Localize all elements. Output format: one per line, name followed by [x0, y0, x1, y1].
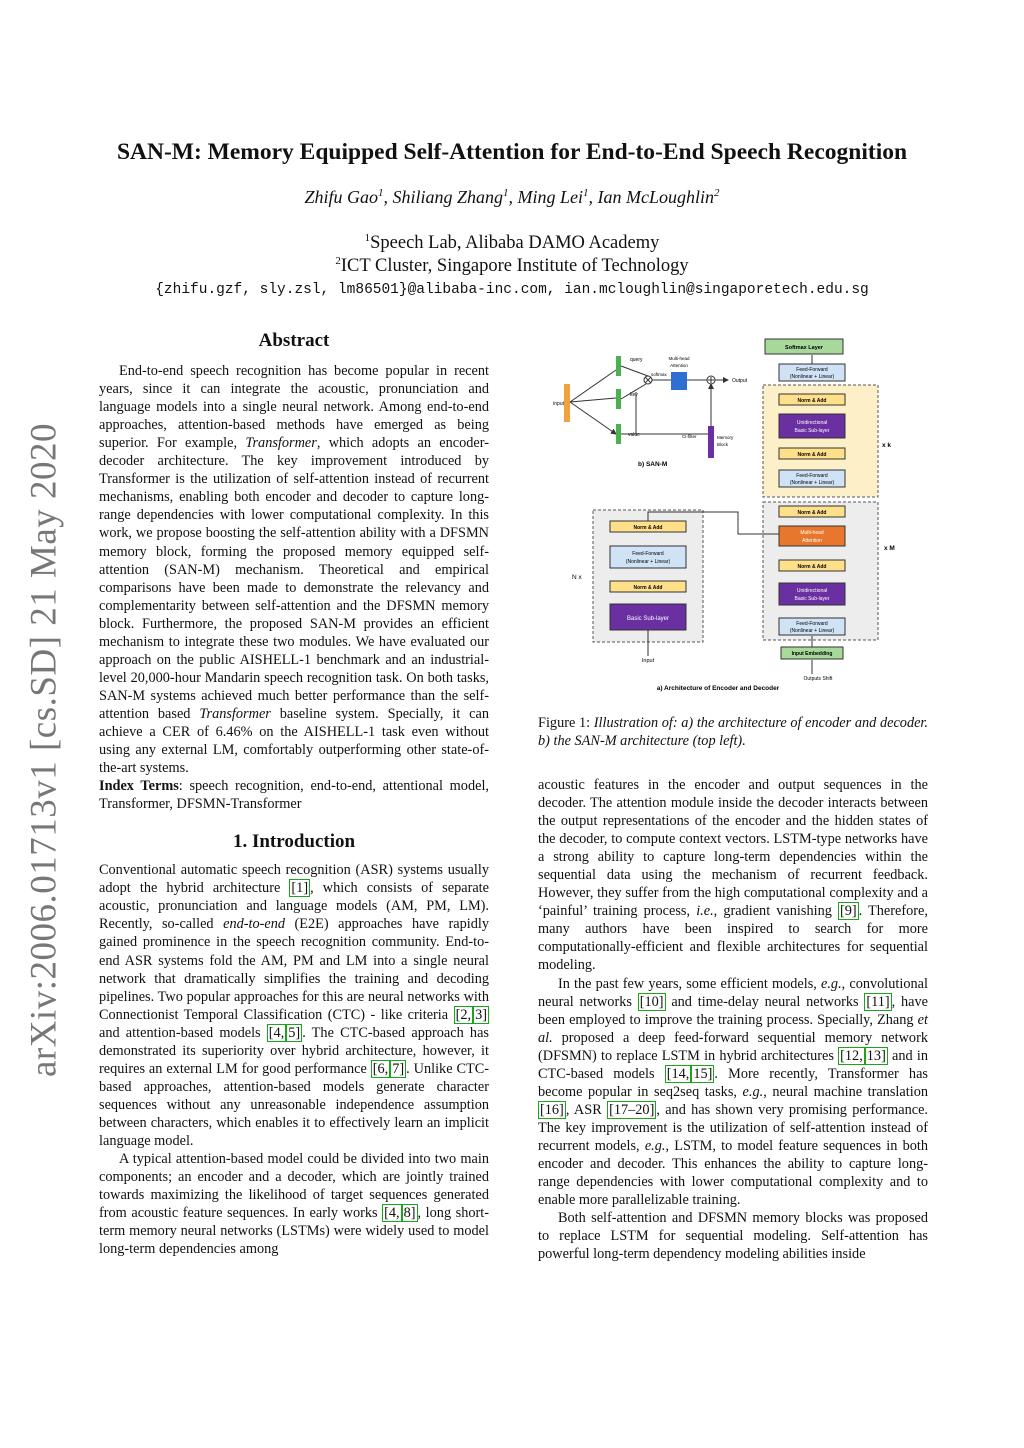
arxiv-sidebar-identifier [14, 422, 74, 1078]
author-affiliation-mark: 1 [503, 187, 509, 199]
paper-title: SAN-M: Memory Equipped Self-Attention for End-to-End Speech Recognition [116, 139, 908, 165]
sanm-caption-label: b) SAN-M [638, 461, 668, 468]
intro-text: and attention-based models [99, 1024, 267, 1041]
affiliation-mark: 2 [335, 255, 341, 267]
right-paragraph-1 [538, 776, 928, 975]
abstract-text: baseline system. Specially, it can achieve a CER of 6.46% on the AISHELL-1 task even without using any external LM, comfortably outperforming other state-of-the-art systems. [99, 705, 489, 777]
sanm-query-bar [616, 356, 621, 376]
norm-add-4-label: Norm & Add [797, 564, 827, 570]
citation-link[interactable]: 5] [288, 1024, 301, 1041]
sanm-memory-label-line2: Block [717, 442, 729, 447]
encoder-input-label: Input [641, 658, 655, 664]
author-list: Zhifu Gao$^1$, Shiliang Zhang$^1$, Ming Lei$^1$, Ian McLoughlin$^2$ [304, 187, 720, 207]
index-terms-text: : speech recognition, end-to-end, attentional model, Transformer, DFSMN-Transformer [99, 778, 489, 813]
affiliation-1 [60, 232, 964, 254]
right-column [538, 776, 928, 1263]
uni-bottom-label1: Unidirectional [796, 588, 828, 594]
citation-link[interactable]: [4, [384, 1205, 400, 1222]
softmax-layer-label: Softmax Layer [785, 345, 823, 351]
uni-top-block [779, 414, 845, 438]
sanm-mha-label-line1: Multi-head [668, 356, 690, 361]
citation-link[interactable]: [17–20] [609, 1101, 655, 1118]
sanm-cifilter-label: CI-filter [682, 434, 697, 439]
body-text: , convolutional neural networks [538, 975, 928, 1010]
citation-link[interactable]: 3] [475, 1006, 487, 1023]
body-emphasis: i.e. [696, 903, 714, 920]
abstract-emphasis: Transformer [199, 705, 271, 722]
ff-bottom-label1: Feed-Forward [796, 621, 828, 627]
decoder-m-repeat-label: x M [884, 545, 895, 552]
sanm-input-bar [564, 384, 570, 422]
body-emphasis: et al. [538, 1011, 928, 1046]
uni-top-label1: Unidirectional [796, 420, 828, 426]
affiliation-text: ICT Cluster, Singapore Institute of Technology [340, 256, 689, 277]
citation-link[interactable]: 8] [403, 1205, 416, 1222]
affiliation-text: Speech Lab, Alibaba DAMO Academy [370, 233, 660, 254]
citation-link[interactable]: [9] [839, 903, 857, 920]
body-text: , LSTM, to model feature sequences in both encoder and decoder. This enhances the ability to capture long-range dependencies with lower computational complexity and to enable more parallelizable training. [538, 1137, 928, 1209]
arxiv-id-text: arXiv:2006.01713v1 [cs.SD] 21 May 2020 [23, 422, 65, 1078]
author-affiliation-mark: 2 [714, 187, 720, 199]
body-text: proposed a deep feed-forward sequential memory network (DFSMN) to replace LSTM in hybrid architectures [538, 1029, 928, 1064]
figure-1-diagram [538, 334, 930, 698]
sanm-mha-label-line2: Attention [670, 363, 688, 368]
decoder-mha-label1: Multi-head [800, 530, 824, 536]
index-terms [99, 777, 489, 813]
intro-text: , long short-term memory neural networks (LSTMs) were widely used to model long-term dependencies among [99, 1205, 489, 1258]
sanm-query-label: query [630, 357, 643, 363]
abstract-heading: Abstract [258, 330, 330, 351]
citation-link[interactable]: [16] [540, 1101, 564, 1118]
author-name: Shiliang Zhang [392, 187, 504, 207]
encoder-repeat-label: N x [572, 574, 582, 581]
figure-1-caption [538, 714, 928, 750]
sanm-value-bar [616, 424, 621, 444]
body-text: acoustic features in the encoder and output sequences in the decoder. The attention module inside the decoder interacts between the output representations of the encoder and the hidden states of the decoder, to compute context vectors. LSTM-type networks have a strong ability to capture long-term dependencies within the sequential data using the mechanism of recurrent feedback. However, they suffer from the high computational complexity and a ‘painful’ training process, [538, 777, 928, 920]
uni-bottom-label2: Basic Sub-layer [794, 596, 830, 602]
sanm-output-label: Output [732, 378, 748, 384]
body-emphasis: e.g. [821, 975, 842, 992]
sanm-softmax-label: softmax [651, 372, 667, 377]
encoder-caption-label: a) Architecture of Encoder and Decoder [656, 685, 780, 692]
ff-bottom-label2: (Nonlinear + Linear) [789, 628, 835, 634]
sanm-input-label: input [553, 401, 564, 407]
encoder-norm-1-label: Norm & Add [633, 525, 663, 531]
sanm-key-bar [616, 389, 621, 409]
citation-link[interactable]: [1] [291, 880, 309, 897]
citation-link[interactable]: [12, [840, 1047, 863, 1064]
intro-text: A typical attention-based model could be divided into two main components; an encoder and a decoder, which are jointly trained towards maximizing the likelihood of target sequences generated from acoustic feature sequences. In early works [99, 1151, 489, 1222]
body-emphasis: e.g. [742, 1083, 764, 1100]
sanm-key-label: key [630, 392, 638, 398]
intro-text: (E2E) approaches have rapidly gained prominence in the speech recognition community. End-to-end ASR systems fold the AM, PM and LM into a single neural network that dramatically simplifies the training and decoding pipelines. Two popular approaches for this are neural networks with Connectionist Temporal Classification (CTC) - like criteria [99, 916, 489, 1023]
norm-add-3-label: Norm & Add [797, 510, 827, 516]
body-text: . Therefore, many authors have been inspired to search for more computationally-efficient and flexible architectures for sequential modeling. [538, 903, 928, 974]
left-column [99, 332, 489, 1258]
sanm-value-label: value [628, 432, 640, 438]
body-text: , neural machine translation [763, 1083, 928, 1100]
ff-mid-label1: Feed-Forward [796, 473, 828, 479]
author-emails: {zhifu.gzf, sly.zsl, lm86501}@alibaba-inc.com, ian.mcloughlin@singaporetech.edu.sg [155, 282, 869, 298]
index-terms-label: Index Terms [99, 778, 179, 795]
intro-paragraph-2 [99, 1150, 489, 1258]
encoder-subfigure [572, 510, 780, 692]
right-paragraph-2 [538, 975, 928, 1210]
input-embedding-label: Input Embedding [791, 651, 833, 657]
ff-top-label1: Feed-Forward [796, 367, 828, 373]
intro-text: . The CTC-based approach has demonstrated its superiority over hybrid architecture, however, it requires an external LM for good performance [99, 1024, 489, 1077]
intro-emphasis: end-to-end [223, 916, 286, 933]
citation-link[interactable]: [2, [455, 1006, 472, 1023]
abstract-body [99, 362, 489, 777]
body-text: In the past few years, some efficient models, [558, 975, 822, 992]
body-emphasis: e.g. [644, 1137, 666, 1154]
caption-text: Illustration of: a) the architecture of encoder and decoder. b) the SAN-M architecture (top left). [538, 715, 928, 749]
citation-link[interactable]: 15] [693, 1065, 713, 1082]
sanm-input-arrows [570, 370, 616, 434]
ff-mid-label2: (Nonlinear + Linear) [789, 480, 835, 486]
author-affiliation-mark: 1 [378, 187, 384, 199]
decoder-subfigure [763, 339, 895, 682]
citation-link[interactable]: 13] [866, 1047, 886, 1064]
citation-link[interactable]: [14, [666, 1065, 690, 1082]
uni-top-label2: Basic Sub-layer [794, 428, 830, 434]
citation-link[interactable]: [10] [639, 993, 664, 1010]
abstract-emphasis: Transformer [245, 435, 317, 452]
decoder-k-repeat-label: x k [882, 442, 892, 449]
citation-link[interactable]: [6, [372, 1060, 389, 1077]
body-text: , gradient vanishing [713, 903, 838, 920]
author-name: Ming Lei [517, 187, 584, 207]
body-text: and in CTC-based models [538, 1047, 928, 1082]
intro-text: . Unlike CTC-based approaches, attention-based models generate character sequences without any unreasonable independence assumption between characters, which enables it to effectively learn an implicit language model. [99, 1060, 490, 1149]
abstract-text: , which adopts an encoder-decoder architecture. The key improvement introduced by Transformer is the utilization of self-attention instead of recurrent mechanisms, enabling both encoder and decoder to capture long-range dependencies with lower computational complexity. In this work, we propose boosting the self-attention ability with a DFSMN memory block, forming the proposed memory equipped self-attention (SAN-M) mechanism. Theoretical and empirical comparisons have been made to demonstrate the relevancy and complementarity between self-attention and the DFSMN memory block. Furthermore, the proposed SAN-M provides an efficient mechanism to integrate these two modules. We have evaluated our approach on the public AISHELL-1 benchmark and an industrial-level 20,000-hour Mandarin speech recognition task. On both tasks, SAN-M systems achieved much better performance than the self-attention based [99, 435, 489, 722]
ff-top-label2: (Nonlinear + Linear) [789, 374, 835, 380]
norm-add-2-label: Norm & Add [797, 452, 827, 458]
norm-add-1-label: Norm & Add [797, 398, 827, 404]
intro-paragraph-1 [99, 861, 489, 1150]
author-name: Zhifu Gao [304, 187, 378, 207]
sanm-attention-block [671, 372, 687, 390]
citation-link[interactable]: [4, [268, 1024, 285, 1041]
body-text: , have been employed to improve the training process. Specially, Zhang [538, 993, 928, 1028]
outputs-shift-label: Outputs Shift [803, 676, 833, 682]
abstract-text: End-to-end speech recognition has become popular in recent years, since it can integrate the acoustic, pronunciation and language models into a single neural network. Among end-to-end approaches, attention-based methods have emerged as being superior. For example, [99, 363, 489, 452]
introduction-heading: 1. Introduction [232, 831, 356, 853]
sanm-value-path [621, 392, 708, 434]
citation-link[interactable]: [11] [866, 993, 890, 1010]
sanm-subfigure [553, 356, 747, 468]
body-text: , ASR [565, 1101, 608, 1118]
body-text: . More recently, Transformer has become popular in seq2seq tasks, [538, 1065, 928, 1100]
affiliation-mark: 1 [364, 232, 371, 244]
encoder-basic-label: Basic Sub-layer [626, 616, 670, 622]
caption-label: Figure 1: [538, 715, 594, 731]
encoder-ff-label1: Feed-Forward [632, 551, 664, 557]
body-text: , and has shown very promising performance. The key improvement is the utilization of self-attention instead of recurrent models, [538, 1101, 929, 1154]
encoder-ff-label2: (Nonlinear + Linear) [625, 559, 671, 565]
decoder-mha-label2: Attention [802, 538, 822, 544]
right-paragraph-3: Both self-attention and DFSMN memory blocks was proposed to replace LSTM for sequential modeling. Self-attention has powerful long-term dependency modeling abilities inside [538, 1210, 928, 1263]
author-affiliation-mark: 1 [583, 187, 589, 199]
intro-text: , which consists of separate acoustic, pronunciation and language models (AM, PM, LM). Recently, so-called [99, 880, 489, 933]
sanm-memory-label-line1: Memory [717, 435, 734, 440]
citation-link[interactable]: 7] [392, 1060, 405, 1077]
intro-text: Conventional automatic speech recognition (ASR) systems usually adopt the hybrid architecture [99, 862, 489, 897]
sanm-memory-block [708, 426, 714, 458]
author-name: Ian McLoughlin [597, 187, 715, 207]
affiliation-2 [60, 255, 964, 277]
encoder-norm-2-label: Norm & Add [633, 585, 663, 591]
body-text: and time-delay neural networks [665, 993, 865, 1010]
